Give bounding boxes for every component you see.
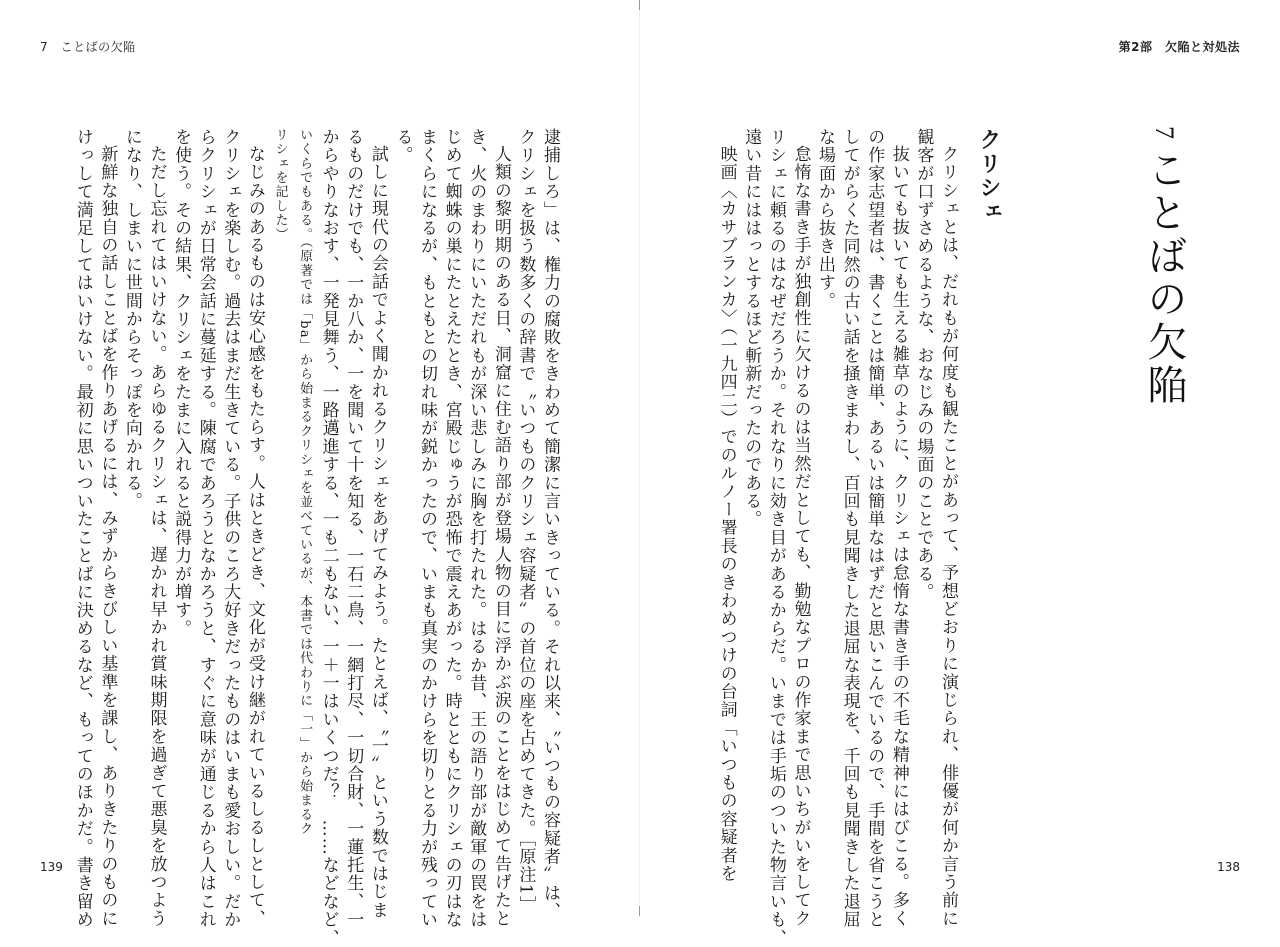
text-line: 観客が口ずさめるような、おなじみの場面のことである。 [913, 128, 934, 602]
text-line: 人類の黎明期のある日、洞窟に住む語り部が登場人物の目に浮かぶ涙のことをはじめて告げたと [490, 145, 511, 928]
gutter [639, 0, 640, 916]
text-line: な場面から抜き出す。 [815, 128, 836, 310]
text-line: けっして満足してはいけない。最初に思いついたことばに決めるなど、もってのほかだ。書き留め [72, 128, 93, 929]
text-line: の作家志望者は、書くことは簡単、あるいは簡単なはずだと思いこんでいるので、手間を省こうと [864, 128, 885, 929]
text-line: リシェに頼るのはなぜだろうか。それなりに効き目があるからだ。いまでは手垢のついた物言いも、 [765, 128, 786, 947]
text-line: らクリシェが日常会話に蔓延する。陳腐であろうとなかろうと、すぐに意味が通じるから人はこれ [195, 128, 216, 929]
chapter-title [1140, 126, 1188, 407]
page-number-right: 138 [1217, 860, 1240, 874]
text-line: じめて蜘蛛の巣にたとえたとき、宮殿じゅうが恐怖で震えあがった。時とともにクリシェの刃はな [441, 128, 462, 929]
page-number-left: 139 [40, 860, 63, 874]
text-line: いくらでもある。（原著では「ba」から始まるクリシェを並べているが、本書では代わりに「一」から始まるク [297, 128, 313, 836]
chapter-title-text: ことばの欠陥 [1141, 149, 1187, 407]
text-line: してがらくた同然の古い話を掻きまわし、百回も見聞きした退屈な表現を、千回も見聞きした退屈 [839, 128, 860, 929]
text-line: クリシェとは、だれもが何度も観たことがあって、予想どおりに演じられ、俳優が何か言う前に [938, 145, 958, 928]
text-line: るものだけでも、一か八か、一を聞いて十を知る、一石二鳥、一網打尽、一切合財、一蓮托生、一 [343, 128, 364, 929]
left-page-body [72, 128, 562, 947]
text-line: る。 [392, 128, 413, 165]
text-line: 逮捕しろ」は、権力の腐敗をきわめて簡潔に言いきっている。それ以来、〝いつもの容疑者〟は、 [540, 128, 560, 921]
text-line: クリシェを楽しむ。過去はまだ生きている。子供のころ大好きだったものはいまも愛おしい。だか [220, 128, 241, 929]
text-line: ただし忘れてはいけない。あらゆるクリシェは、遅かれ早かれ賞味期限を過ぎて悪臭を放つよう [146, 145, 167, 928]
text-line: 抜いても抜いても生える雑草のように、クリシェは怠惰な書き手の不毛な精神にはびこる。多く [888, 145, 909, 928]
text-line: を使う。その結果、クリシェをたまに入れると説得力が増す。 [171, 128, 192, 638]
crop-mark [639, 0, 640, 10]
text-line: まくらになるが、もともとの切れ味が鋭かったので、いまも真実のかけらを切りとる力が残ってい [417, 128, 438, 929]
crop-mark [639, 906, 640, 916]
text-line: 怠惰な書き手が独創性に欠けるのは当然だとしても、勤勉なプロの作家まで思いちがいをしてク [790, 145, 811, 928]
text-line: 試しに現代の会話でよく聞かれるクリシェをあげてみよう。たとえば、〝一〟という数ではじま [367, 145, 388, 920]
text-line: リシェを記した） [272, 128, 288, 242]
text-line: 新鮮な独自の話しことばを作りあげるには、みずからきびしい基準を課し、ありきたりのものに [97, 145, 118, 928]
section-heading: クリシェ [976, 128, 1001, 224]
text-line: クリシェを扱う数多くの辞書で〝いつものクリシェ容疑者〟の首位の座を占めてきた。［原注1］ [515, 128, 536, 915]
right-page-body [716, 128, 960, 947]
text-line: からやりなおす、一発見舞う、一路邁進する、一も二もない、一＋一はいくつだ？ ……などなど、 [318, 128, 339, 947]
text-line: 遠い昔にははっとするほど斬新だったのである。 [741, 128, 762, 529]
chapter-number: 7 [1150, 126, 1179, 149]
text-line: なじみのあるものは安心感をもたらす。人はときどき、文化が受け継がれているしるしとして、 [244, 145, 265, 928]
text-line: になり、しまいに世間からそっぽを向かれる。 [121, 128, 142, 511]
running-head-left: 7 ことばの欠陥 [40, 40, 136, 54]
running-head-right: 第2部 欠陥と対処法 [1118, 40, 1240, 54]
text-line: き、火のまわりにいただれもが深い悲しみに胸を打たれた。はるか昔、王の語り部が敵軍の罠をは [466, 128, 487, 929]
text-line: 映画〈カサブランカ〉（一九四二）でのルノー署長のきわめつけの台詞「いつもの容疑者を [716, 145, 737, 883]
